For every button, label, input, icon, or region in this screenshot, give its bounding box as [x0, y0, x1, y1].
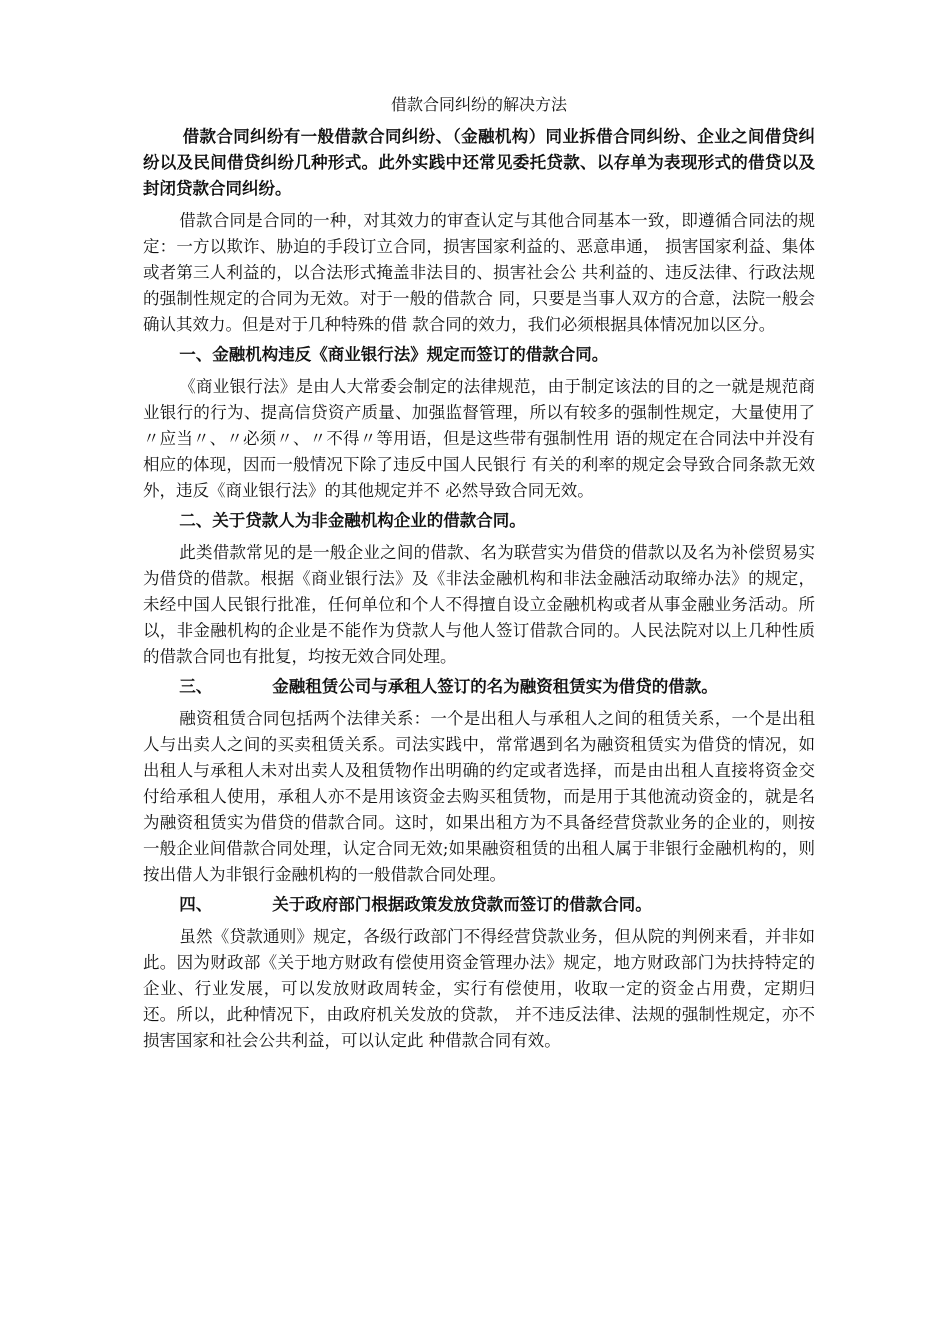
section-4-paragraph: 虽然《贷款通则》规定，各级行政部门不得经营贷款业务，但从院的判例来看，并非如此。因为财政部《关于地方财政有偿使用资金管理办法》规定，地方财政部门为扶持特定的企业、行业发展，可以发放财政周转金，实行有偿使用，收取一定的资金占用费，定期归还。所以，此种情况下，由政府机关发放的贷款， 并不违反法律、法规的强制性规定，亦不损害国家和社会公共利益，可以认定此 种借款合同有效。: [143, 927, 815, 1050]
section-4-number: 四、: [179, 895, 213, 914]
section-4-heading: [143, 892, 815, 918]
section-4-title: 关于政府部门根据政策发放贷款而签订的借款合同。: [272, 895, 652, 914]
section-3-paragraph: 融资租赁合同包括两个法律关系：一个是出租人与承租人之间的租赁关系，一个是出租人与出卖人之间的买卖租赁关系。司法实践中，常常遇到名为融资租赁实为借贷的情况，如出租人与承租人未对出卖人及租赁物作出明确的约定或者选择，而是由出租人直接将资金交付给承租人使用，承租人亦不是用该资金去购买租赁物，而是用于其他流动资金的，就是名为融资租赁实为借贷的借款合同。这时，如果出租方为不具备经营贷款业务的企业的，则按一般企业间借款合同处理，认定合同无效;如果融资租赁的出租人属于非银行金融机构的，则按出借人为非银行金融机构的一般借款合同处理。: [143, 709, 815, 884]
section-1-paragraph: 《商业银行法》是由人大常委会制定的法律规范，由于制定该法的目的之一就是规范商业银行的行为、提高信贷资产质量、加强监督管理，所以有较多的强制性规定，大量使用了〃应当〃、〃必须〃、〃不得〃等用语，但是这些带有强制性用 语的规定在合同法中并没有相应的体现，因而一般情况下除了违反中国人民银行 有关的利率的规定会导致合同条款无效外，违反《商业银行法》的其他规定并不 必然导致合同无效。: [143, 377, 815, 500]
section-1-heading: 一、金融机构违反《商业银行法》规定而签订的借款合同。: [179, 345, 609, 364]
section-2-paragraph: 此类借款常见的是一般企业之间的借款、名为联营实为借贷的借款以及名为补偿贸易实为借贷的借款。根据《商业银行法》及《非法金融机构和非法金融活动取缔办法》的规定，未经中国人民银行批准，任何单位和个人不得擅自设立金融机构或者从事金融业务活动。所以，非金融机构的企业是不能作为贷款人与他人签订借款合同的。人民法院对以上几种性质的借款合同也有批复，均按无效合同处理。: [143, 543, 815, 666]
general-paragraph: 借款合同是合同的一种，对其效力的审查认定与其他合同基本一致，即遵循合同法的规定：一方以欺诈、胁迫的手段订立合同，损害国家利益的、恶意串通， 损害国家利益、集体或者第三人利益的，以合法形式掩盖非法目的、损害社会公 共利益的、违反法律、行政法规的强制性规定的合同为无效。对于一般的借款合 同，只要是当事人双方的合意，法院一般会确认其效力。但是对于几种特殊的借 款合同的效力，我们必须根据具体情况加以区分。: [143, 211, 815, 334]
section-3-number: 三、: [179, 677, 213, 696]
section-3-title: 金融租赁公司与承租人签订的名为融资租赁实为借贷的借款。: [272, 677, 718, 696]
section-3-heading: [143, 674, 815, 700]
intro-paragraph: 借款合同纠纷有一般借款合同纠纷、（金融机构）同业拆借合同纠纷、企业之间借贷纠纷以及民间借贷纠纷几种形式。此外实践中还常见委托贷款、以存单为表现形式的借贷以及封闭贷款合同纠纷。: [143, 127, 815, 198]
section-2-heading: 二、关于贷款人为非金融机构企业的借款合同。: [179, 511, 526, 530]
document-page: [143, 92, 815, 1058]
document-title: 借款合同纠纷的解决方法: [390, 95, 567, 114]
